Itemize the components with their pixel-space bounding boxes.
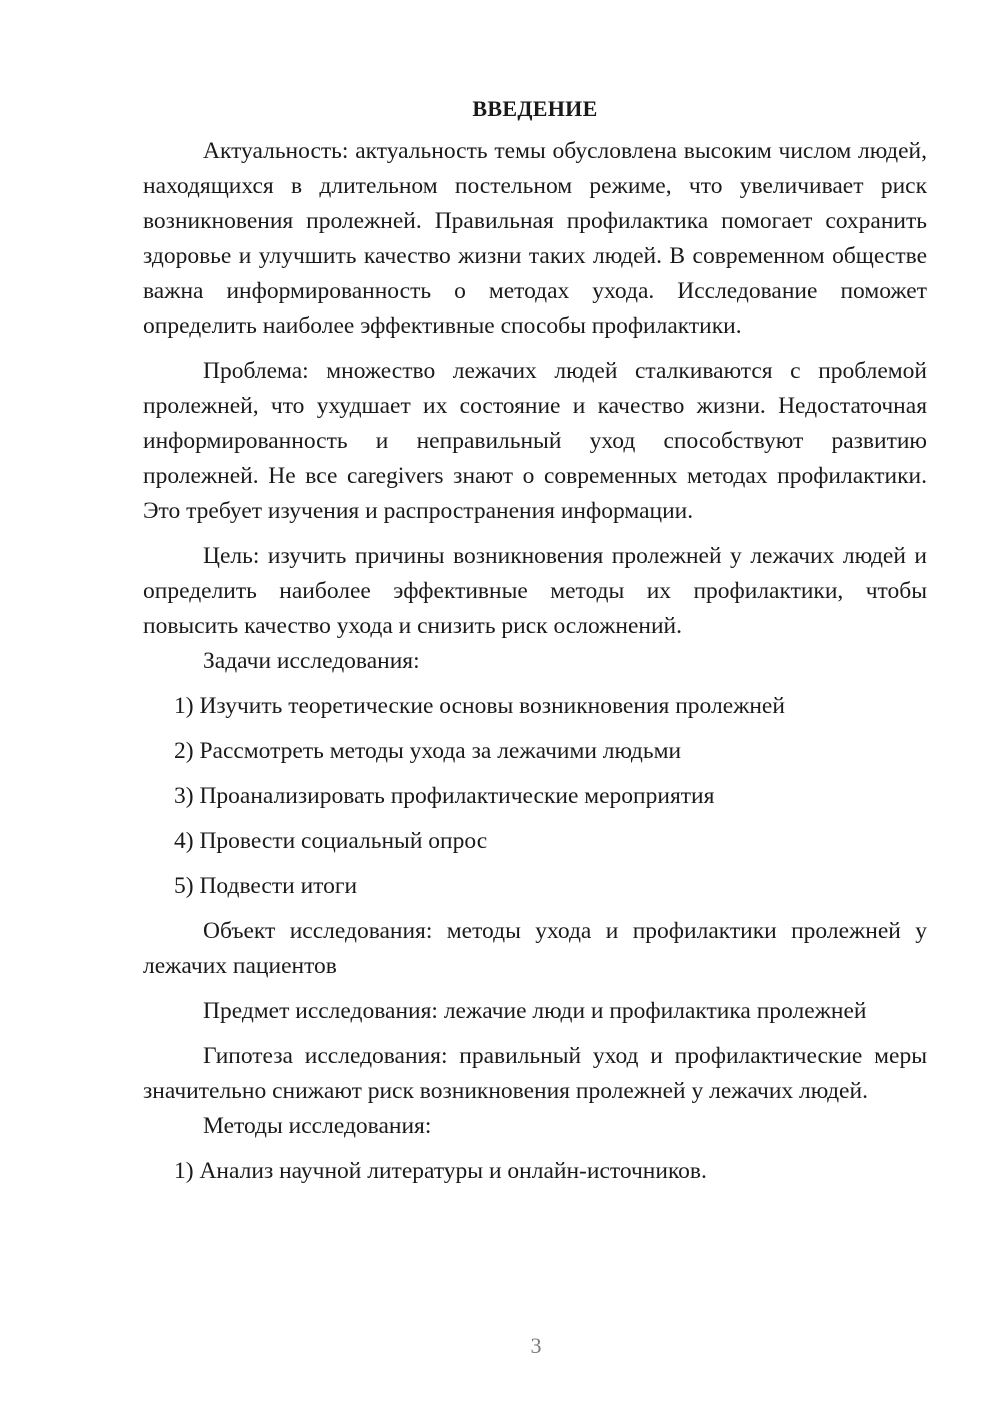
- task-item: 2) Рассмотреть методы ухода за лежачими людьми: [174, 738, 682, 764]
- tasks-heading: Задачи исследования:: [203, 648, 420, 674]
- goal-paragraph: Цель: изучить причины возникновения пролежней у лежачих людей и определить наиболее эффективные методы их профилактики, чтобы повысить качество ухода и снизить риск осложнений.: [143, 543, 927, 639]
- page-number: 3: [530, 1333, 542, 1358]
- task-item: 4) Провести социальный опрос: [174, 828, 488, 854]
- method-item: 1) Анализ научной литературы и онлайн-источников.: [174, 1158, 707, 1184]
- task-item: 3) Проанализировать профилактические мероприятия: [174, 783, 715, 809]
- problem-paragraph: Проблема: множество лежачих людей сталкиваются с проблемой пролежней, что ухудшает их состояние и качество жизни. Недостаточная информированность и неправильный уход способствуют развитию пролежней. Не все caregivers знают о современных методах профилактики. Это требует изучения и распространения информации.: [143, 358, 927, 524]
- hypothesis-paragraph: Гипотеза исследования: правильный уход и профилактические меры значительно снижают риск возникновения пролежней у лежачих людей.: [143, 1043, 927, 1104]
- task-item: 5) Подвести итоги: [174, 873, 358, 899]
- task-item: 1) Изучить теоретические основы возникновения пролежней: [174, 693, 785, 719]
- section-heading: ВВЕДЕНИЕ: [472, 96, 598, 121]
- relevance-paragraph: Актуальность: актуальность темы обусловлена высоким числом людей, находящихся в длительном постельном режиме, что увеличивает риск возникновения пролежней. Правильная профилактика помогает сохранить здоровье и улучшить качество жизни таких людей. В современном обществе важна информированность о методах ухода. Исследование поможет определить наиболее эффективные способы профилактики.: [143, 138, 927, 339]
- subject-paragraph: Предмет исследования: лежачие люди и профилактика пролежней: [203, 998, 867, 1024]
- document-page: [143, 92, 927, 1189]
- methods-heading: Методы исследования:: [203, 1113, 432, 1139]
- object-paragraph: Объект исследования: методы ухода и профилактики пролежней у лежачих пациентов: [143, 918, 927, 979]
